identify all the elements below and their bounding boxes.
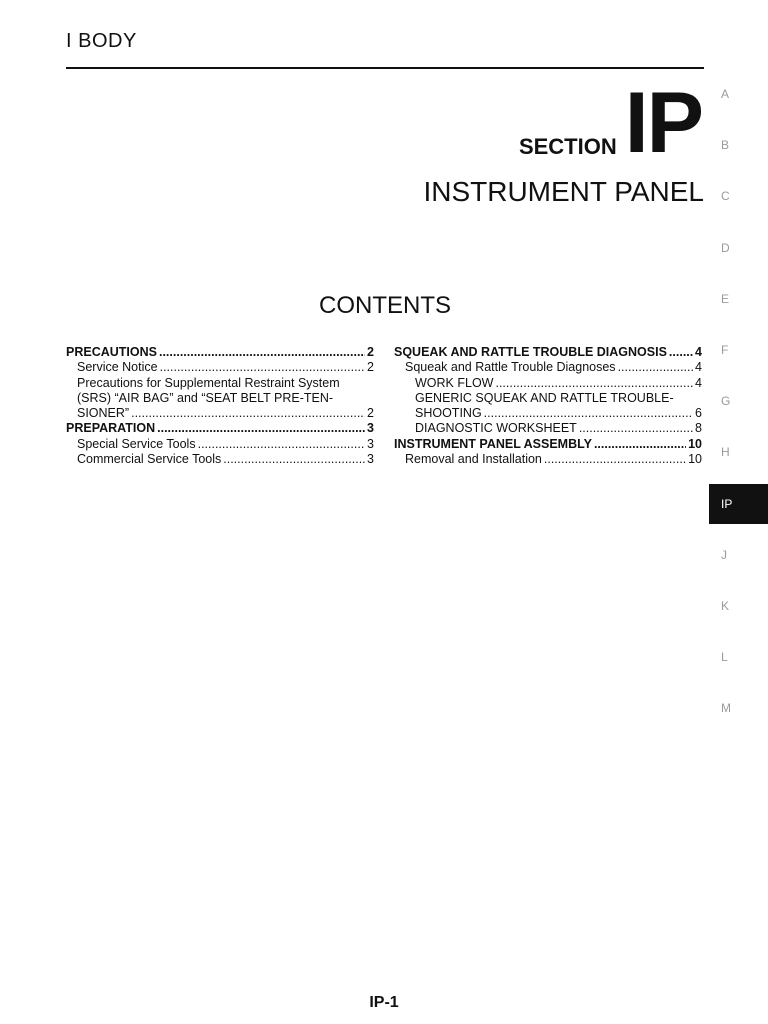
toc-entry-text: Service Notice xyxy=(77,360,158,375)
toc-leader-dots xyxy=(669,345,693,360)
toc-entry[interactable] xyxy=(394,452,702,467)
toc-entry[interactable] xyxy=(394,391,702,422)
toc-page-number: 4 xyxy=(695,375,702,390)
toc-entry[interactable] xyxy=(66,421,374,436)
toc-entry[interactable] xyxy=(394,421,702,436)
toc-entry[interactable] xyxy=(394,345,702,360)
toc-entry-text: Squeak and Rattle Trouble Diagnoses xyxy=(405,360,616,375)
side-tab-f[interactable]: F xyxy=(721,343,729,357)
toc-leader-dots xyxy=(131,406,365,421)
toc-entry-text: Precautions for Supplemental Restraint System xyxy=(77,375,340,390)
section-label: SECTION xyxy=(518,134,617,159)
toc-page-number: 3 xyxy=(367,421,374,436)
toc-page-number: 2 xyxy=(367,345,374,359)
toc-right-column xyxy=(394,345,702,467)
section-title: INSTRUMENT PANEL xyxy=(423,176,704,207)
toc-entry-text: Special Service Tools xyxy=(77,436,196,451)
toc-leader-dots xyxy=(157,421,365,436)
page-number: IP-1 xyxy=(369,994,399,1011)
toc-page-number: 3 xyxy=(367,436,374,451)
section-code: IP xyxy=(624,75,702,171)
toc-entry-text: DIAGNOSTIC WORKSHEET xyxy=(415,421,577,436)
toc-leader-dots xyxy=(618,360,693,375)
section-block xyxy=(518,75,702,171)
toc-entry-text: PRECAUTIONS xyxy=(66,345,157,359)
toc-entry-text: Removal and Installation xyxy=(405,452,542,467)
toc-entry-text: (SRS) “AIR BAG” and “SEAT BELT PRE-TEN- xyxy=(77,390,334,405)
toc-entry[interactable] xyxy=(66,437,374,452)
side-tab-h[interactable]: H xyxy=(721,445,730,460)
toc-entry[interactable] xyxy=(66,376,374,422)
toc-leader-dots xyxy=(198,437,365,452)
toc-entry-text: SHOOTING xyxy=(415,406,482,421)
toc-leader-dots xyxy=(159,345,365,360)
toc-page-number: 6 xyxy=(695,406,702,421)
toc-entry[interactable] xyxy=(66,345,374,360)
toc-entry[interactable] xyxy=(394,437,702,452)
toc-page-number: 8 xyxy=(695,421,702,436)
header-title: I BODY xyxy=(66,30,137,52)
toc-leader-dots xyxy=(495,376,693,391)
toc-entry-text: INSTRUMENT PANEL ASSEMBLY xyxy=(394,436,592,451)
toc-leader-dots xyxy=(484,406,693,421)
toc-page-number: 2 xyxy=(367,360,374,375)
side-tab-j[interactable]: J xyxy=(721,547,727,562)
side-tab-k[interactable]: K xyxy=(721,599,730,613)
toc-entry-text: SIONER” xyxy=(77,406,130,421)
toc-leader-dots xyxy=(579,421,693,436)
side-tab-m[interactable]: M xyxy=(721,701,731,716)
toc-leader-dots xyxy=(160,360,365,375)
toc-entry[interactable] xyxy=(66,452,374,467)
side-tab-ip[interactable]: IP xyxy=(709,484,768,524)
header-rule xyxy=(66,67,704,69)
toc-entry[interactable] xyxy=(66,360,374,375)
toc-page-number: 3 xyxy=(367,452,374,467)
toc-entry-text: PREPARATION xyxy=(66,421,156,436)
toc-page-number: 10 xyxy=(688,436,702,451)
side-tab-g[interactable]: G xyxy=(721,394,731,409)
toc-page-number: 4 xyxy=(695,360,702,375)
toc-entry-text: WORK FLOW xyxy=(415,375,494,390)
toc-page-number: 2 xyxy=(367,406,374,421)
toc-entry-text: SQUEAK AND RATTLE TROUBLE DIAGNOSIS xyxy=(394,345,667,359)
toc-leader-dots xyxy=(544,452,686,467)
toc-entry-text: Commercial Service Tools xyxy=(77,452,222,467)
toc-leader-dots xyxy=(223,452,365,467)
side-tab-b[interactable]: B xyxy=(721,138,730,153)
side-tab-d[interactable]: D xyxy=(721,240,730,255)
toc-leader-dots xyxy=(594,437,686,452)
side-tab-l[interactable]: L xyxy=(721,650,728,665)
contents-heading: CONTENTS xyxy=(319,292,451,319)
toc-entry-text: GENERIC SQUEAK AND RATTLE TROUBLE- xyxy=(415,390,674,405)
side-tab-e[interactable]: E xyxy=(721,291,730,306)
toc-entry[interactable] xyxy=(394,376,702,391)
toc-left-column xyxy=(66,345,374,467)
side-tab-c[interactable]: C xyxy=(721,189,730,204)
side-tab-a[interactable]: A xyxy=(721,87,730,101)
toc-page-number: 10 xyxy=(688,452,702,467)
toc-page-number: 4 xyxy=(695,345,702,359)
toc-entry[interactable] xyxy=(394,360,702,375)
